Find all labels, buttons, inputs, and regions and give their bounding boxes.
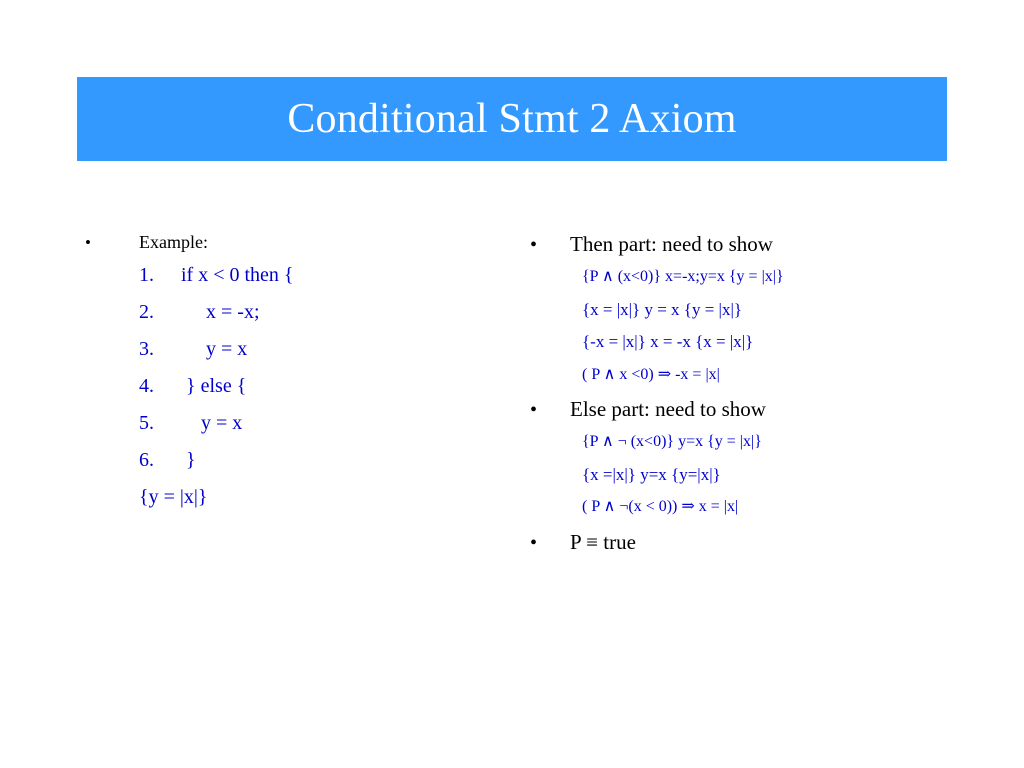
code-text: y = x xyxy=(181,412,243,434)
line-number: 4. xyxy=(139,375,154,397)
bullet-icon: • xyxy=(530,399,538,421)
else-bullet xyxy=(530,393,1000,426)
right-column xyxy=(530,228,1000,559)
code-list xyxy=(139,257,485,516)
code-text: } else { xyxy=(181,375,247,397)
bullet-icon: • xyxy=(530,531,538,554)
postcondition-text: {y = |x|} xyxy=(139,486,208,508)
code-line xyxy=(139,368,485,405)
then-line: ( P ∧ x <0) ⇒ -x = |x| xyxy=(582,365,720,383)
example-label: Example: xyxy=(139,232,208,252)
then-line: {-x = |x|} x = -x {x = |x|} xyxy=(582,332,754,351)
p-label: P ≡ true xyxy=(570,529,636,554)
left-column xyxy=(85,228,485,516)
title-bar xyxy=(77,77,947,161)
p-bullet xyxy=(530,526,1000,559)
code-text: if x < 0 then { xyxy=(181,264,294,286)
then-line: {x = |x|} y = x {y = |x|} xyxy=(582,299,743,319)
then-line: {P ∧ (x<0)} x=-x;y=x {y = |x|} xyxy=(582,268,784,285)
else-label: Else part: need to show xyxy=(570,397,766,421)
then-list xyxy=(582,261,1000,391)
bullet-icon: • xyxy=(530,234,538,256)
else-line: {x =|x|} y=x {y=|x|} xyxy=(582,464,721,484)
code-line xyxy=(139,442,485,479)
else-line: {P ∧ ¬ (x<0)} y=x {y = |x|} xyxy=(582,433,762,450)
line-number: 5. xyxy=(139,412,154,434)
code-text: y = x xyxy=(181,338,248,360)
slide-title: Conditional Stmt 2 Axiom xyxy=(287,96,737,142)
line-number: 1. xyxy=(139,264,154,286)
line-number: 3. xyxy=(139,338,154,360)
line-number: 2. xyxy=(139,301,154,323)
code-line xyxy=(139,294,485,331)
code-line xyxy=(139,405,485,442)
line-number: 6. xyxy=(139,449,154,471)
code-text: x = -x; xyxy=(181,301,260,323)
else-line: ( P ∧ ¬(x < 0)) ⇒ x = |x| xyxy=(582,498,739,515)
code-text: } xyxy=(181,449,196,471)
code-line xyxy=(139,331,485,368)
then-label: Then part: need to show xyxy=(570,232,773,256)
bullet-icon: • xyxy=(85,233,91,252)
code-line xyxy=(139,257,485,294)
else-list xyxy=(582,426,1000,524)
example-bullet xyxy=(85,232,485,253)
then-bullet xyxy=(530,228,1000,261)
postcondition xyxy=(139,479,485,516)
